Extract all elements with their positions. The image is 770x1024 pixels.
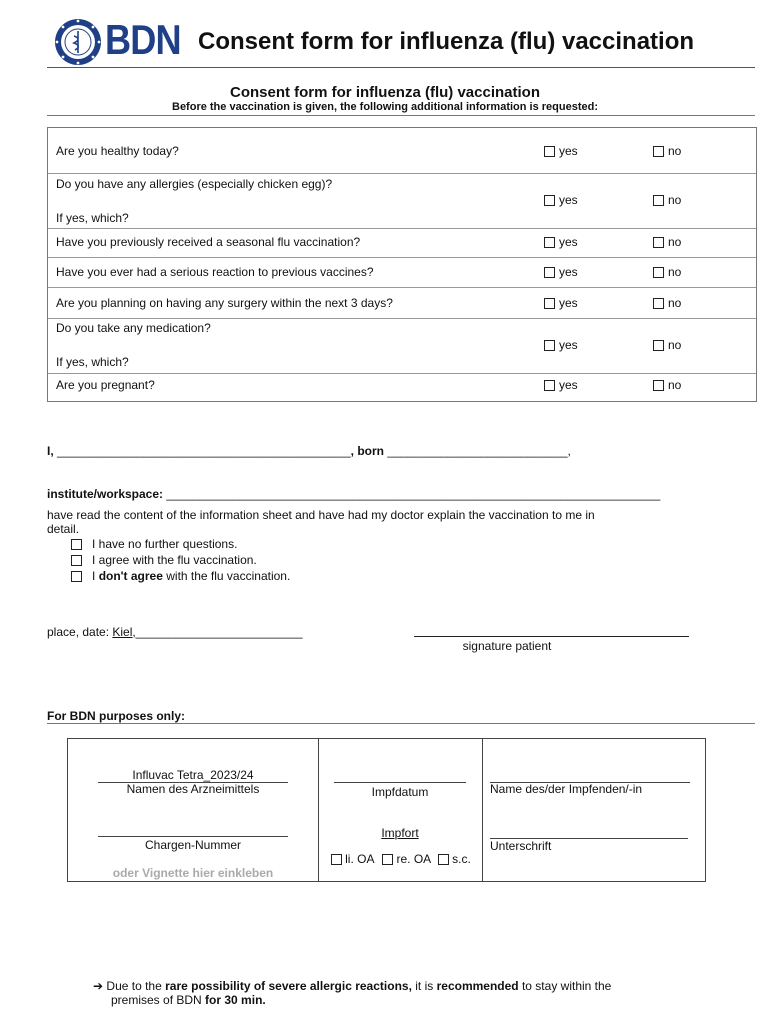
consent-options (71, 536, 290, 584)
yes-option[interactable] (544, 193, 578, 207)
signature-label: signature patient (462, 639, 552, 653)
vaccination-site-options (326, 852, 476, 866)
no-label: no (668, 193, 682, 207)
institute-line (47, 487, 660, 501)
option-agree[interactable] (71, 552, 290, 568)
yes-option[interactable] (544, 235, 578, 249)
statement-line: detail. (47, 522, 80, 536)
name-line (47, 444, 571, 458)
question-row (48, 318, 756, 374)
yes-label: yes (559, 193, 578, 207)
option-label-bold: don't agree (98, 569, 163, 583)
consent-statement (47, 508, 667, 536)
question-text: Are you healthy today? (56, 144, 179, 158)
subtitle-divider (47, 115, 755, 116)
checkbox[interactable] (71, 555, 82, 566)
checkbox[interactable] (544, 340, 555, 351)
site-right-label: re. OA (396, 852, 432, 866)
question-row (48, 128, 756, 174)
question-row (48, 287, 756, 319)
footer-recommended: recommended (436, 979, 519, 993)
no-option[interactable] (653, 378, 681, 392)
yes-label: yes (559, 338, 578, 352)
sticker-note: oder Vignette hier einkleben (112, 866, 274, 880)
signature-line[interactable] (414, 636, 689, 637)
checkbox[interactable] (653, 237, 664, 248)
no-label: no (668, 338, 682, 352)
option-label: I have no further questions. (92, 537, 238, 551)
vaccinator-signature-label: Unterschrift (490, 839, 552, 853)
footer-mid: it is (415, 979, 434, 993)
no-label: no (668, 378, 682, 392)
column-divider (318, 739, 319, 881)
footer-line-2 (93, 993, 693, 1007)
question-row (48, 228, 756, 258)
institute-label: institute/workspace: (47, 487, 164, 501)
checkbox[interactable] (331, 854, 342, 865)
birthdate-field[interactable]: ___________________________, (387, 444, 571, 458)
footer-line2-pre: premises of BDN (111, 993, 202, 1007)
option-label: I agree with the flu vaccination. (92, 553, 257, 567)
form-subnote: Before the vaccination is given, the following additional information is requested: (172, 101, 598, 113)
header-divider (47, 67, 755, 68)
yes-label: yes (559, 265, 578, 279)
site-left-label: li. OA (345, 852, 375, 866)
no-label: no (668, 235, 682, 249)
no-option[interactable] (653, 338, 681, 352)
vaccine-name-field[interactable]: Influvac Tetra_2023/24 (98, 768, 288, 783)
footer-line-1 (93, 979, 693, 993)
no-option[interactable] (653, 265, 681, 279)
yes-option[interactable] (544, 265, 578, 279)
yes-label: yes (559, 144, 578, 158)
form-subtitle: Consent form for influenza (flu) vaccination (229, 84, 540, 101)
place-date-label: place, date: (47, 625, 110, 639)
checkbox[interactable] (653, 380, 664, 391)
footer-line2-bold: for 30 min. (205, 993, 266, 1007)
column-divider (482, 739, 483, 881)
born-label: , born (350, 444, 384, 458)
brand-name: BDN (105, 16, 181, 63)
no-option[interactable] (653, 235, 681, 249)
checkbox[interactable] (653, 267, 664, 278)
checkbox[interactable] (71, 539, 82, 550)
question-text: Are you planning on having any surgery within the next 3 days? (56, 296, 393, 310)
i-prefix: I, (47, 444, 54, 458)
page-title: Consent form for influenza (flu) vaccination (198, 28, 695, 55)
arrow-icon: ➔ (93, 979, 104, 993)
footer-note (93, 979, 693, 1007)
option-disagree[interactable] (71, 568, 290, 584)
footer-post: to stay within the (521, 979, 612, 993)
checkbox[interactable] (653, 340, 664, 351)
checkbox[interactable] (653, 298, 664, 309)
option-label (92, 568, 290, 584)
yes-label: yes (559, 296, 578, 310)
bdn-heading: For BDN purposes only: (47, 709, 186, 723)
no-label: no (668, 296, 682, 310)
checkbox[interactable] (544, 146, 555, 157)
checkbox[interactable] (438, 854, 449, 865)
checkbox[interactable] (653, 195, 664, 206)
checkbox[interactable] (544, 267, 555, 278)
no-option[interactable] (653, 144, 681, 158)
vaccination-site-label: Impfort (381, 826, 419, 840)
question-text: Do you have any allergies (especially chicken egg)? (56, 177, 333, 191)
question-row (48, 373, 756, 401)
checkbox[interactable] (544, 195, 555, 206)
yes-option[interactable] (544, 296, 578, 310)
question-text: Have you ever had a serious reaction to previous vaccines? (56, 265, 374, 279)
yes-label: yes (559, 235, 578, 249)
question-row (48, 173, 756, 229)
yes-option[interactable] (544, 378, 578, 392)
bdn-divider (47, 723, 755, 724)
bdn-admin-box (67, 738, 706, 882)
checkbox[interactable] (653, 146, 664, 157)
place-date-field[interactable]: _________________________ (135, 625, 303, 639)
site-sc-label: s.c. (452, 852, 471, 866)
statement-line: have read the content of the information sheet and have had my doctor explain the vaccination to me in (47, 508, 595, 522)
question-row (48, 257, 756, 288)
vaccination-date-label: Impfdatum (371, 785, 429, 799)
option-label-i: I (92, 569, 96, 583)
footer-pre: Due to the (106, 979, 162, 993)
yes-option[interactable] (544, 144, 578, 158)
checkbox[interactable] (382, 854, 393, 865)
checkbox[interactable] (71, 571, 82, 582)
question-text: Do you take any medication? (56, 321, 211, 335)
no-option[interactable] (653, 296, 681, 310)
batch-number-field[interactable] (98, 835, 288, 837)
yes-option[interactable] (544, 338, 578, 352)
no-option[interactable] (653, 193, 681, 207)
vaccine-name-label: Namen des Arzneimittels (126, 782, 260, 796)
yes-label: yes (559, 378, 578, 392)
question-text: Are you pregnant? (56, 378, 155, 392)
question-followup: If yes, which? (56, 211, 129, 225)
place-date-line (47, 625, 303, 639)
question-followup: If yes, which? (56, 355, 129, 369)
question-text: Have you previously received a seasonal flu vaccination? (56, 235, 361, 249)
no-label: no (668, 144, 682, 158)
name-field[interactable]: ____________________________________________ (57, 444, 351, 458)
no-label: no (668, 265, 682, 279)
vaccinator-name-label: Name des/der Impfenden/-in (490, 782, 643, 796)
place-value[interactable]: Kiel, (112, 625, 136, 639)
checkbox[interactable] (544, 380, 555, 391)
health-questionnaire (47, 127, 757, 402)
checkbox[interactable] (544, 237, 555, 248)
footer-rare: rare possibility of severe allergic reactions, (165, 979, 412, 993)
option-label-rest: with the flu vaccination. (166, 569, 291, 583)
batch-number-label: Chargen-Nummer (144, 838, 242, 852)
vaccination-date-field[interactable] (334, 781, 466, 783)
option-no-questions[interactable] (71, 536, 290, 552)
institute-field[interactable]: __________________________________________________________________________ (166, 487, 661, 501)
checkbox[interactable] (544, 298, 555, 309)
bdn-seal-logo (54, 18, 102, 66)
